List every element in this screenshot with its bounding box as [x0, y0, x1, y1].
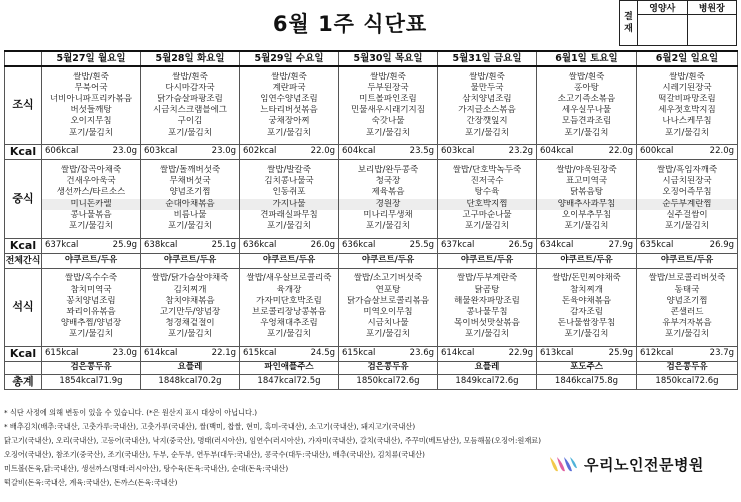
kcal-value: 614kcal	[441, 348, 475, 358]
breakfast_kcal-cell	[637, 144, 738, 159]
note-line: 닭고기(국내산), 오리(국내산), 고등어(국내산), 낙지(중국산), 명태(러시아산), 임연수(러시아산), 가자미(국내산), 갈치(국내산), 주꾸미(베트남산), 모듬해물(오징어:원재료)	[4, 436, 542, 445]
dinner-cell	[42, 268, 141, 346]
total_kcal-cell	[42, 374, 141, 389]
dish-item: 미트볼파인조림	[359, 94, 417, 105]
protein-value: 25.1g	[211, 240, 236, 250]
dish-item: 포기/물김치	[267, 220, 311, 231]
dish-item: 쌀밥/흑임자깨죽	[656, 164, 718, 175]
lunch-cell	[637, 159, 738, 238]
breakfast_kcal-cell	[339, 144, 438, 159]
dish-item: 가지나물	[240, 199, 338, 210]
dish-item: 꽈리이유볶음	[66, 307, 116, 317]
header	[0, 0, 741, 48]
total_kcal-cell	[240, 374, 339, 389]
dish-item: 쌀밥/단호박녹두죽	[452, 164, 522, 175]
dish-item: 콩나물무침	[466, 307, 508, 317]
dish-item: 쌀밥/흰죽	[172, 71, 208, 82]
dish-item: 콩나물볶음	[70, 209, 112, 220]
dish-item: 소고기즉소볶음	[557, 94, 616, 105]
breakfast-row	[5, 66, 738, 144]
breakfast-cell	[438, 66, 537, 144]
total_kcal-row	[5, 374, 738, 389]
dish-item: 쌀밥/소고기버섯죽	[353, 273, 423, 284]
dish-item: 양배추찜/양념장	[60, 318, 122, 329]
day-header: 6월1일 토요일	[537, 51, 637, 66]
dinner_snack-cell: 파인애플주스	[240, 361, 339, 374]
dinner-label: 석식	[5, 268, 42, 346]
dish-item: 실주걸쌈이	[666, 209, 708, 220]
day-header: 5월31일 금요일	[438, 51, 537, 66]
dish-item: 닭가슴살파팡조림	[157, 94, 223, 105]
dinner_kcal-cell	[141, 346, 240, 361]
logo-mark-icon	[548, 453, 578, 475]
pre_snack-cell: 야쿠르트/두유	[339, 253, 438, 268]
total_kcal-cell	[537, 374, 637, 389]
dinner_kcal-cell	[637, 346, 738, 361]
protein-value: 23.5g	[409, 146, 434, 156]
dish-item: 무채버섯국	[169, 176, 211, 187]
dish-item: 쌀밥/야욱된장죽	[556, 164, 617, 175]
breakfast-cell	[42, 66, 141, 144]
note-line: 떡갈비(돈육:국내산, 계육:국내산), 돈까스(돈육:국내산)	[4, 478, 178, 487]
dish-item: 탕수육	[474, 187, 500, 198]
protein-value: 22.9g	[508, 348, 533, 358]
breakfast_kcal-cell	[141, 144, 240, 159]
dish-item: 궁채장아찌	[268, 116, 310, 127]
dinner-cell	[438, 268, 537, 346]
dish-item: 임연수양념조림	[260, 94, 318, 105]
protein-value: 22.0g	[608, 146, 633, 156]
lunch_kcal-cell	[438, 238, 537, 253]
dish-item: 떡갈비파망조림	[658, 94, 716, 105]
kcal-value: 604kcal	[540, 146, 574, 156]
dish-item: 청국장	[375, 176, 401, 187]
kcal-value: 1846kcal	[554, 376, 594, 386]
dish-item: 오이부추무침	[561, 209, 612, 220]
protein-value: 23.2g	[508, 146, 533, 156]
dish-item: 포기/물김치	[69, 329, 113, 340]
dish-item: 닭볶음탕	[570, 187, 603, 198]
day-header: 5월28일 화요일	[141, 51, 240, 66]
meal-plan-table	[4, 50, 738, 390]
lunch-cell	[141, 159, 240, 238]
dinner_snack-row	[5, 361, 738, 374]
dish-item: 간장깻잎지	[466, 116, 508, 127]
dish-item: 포기/물김치	[168, 329, 212, 340]
note-line: 오징어(국내산), 참조기(중국산), 조기(국내산), 두부, 순두부, 연두부(대두:국내산), 콩국수(대두:국내산), 배추(국내산), 김치류(국내산)	[4, 450, 425, 459]
dish-item: 버섯들깨탕	[70, 105, 112, 116]
dinner-row	[5, 268, 738, 346]
dish-item: 쌀밥/두부계란죽	[456, 273, 518, 284]
dish-item: 쌀밥/잡곡아채죽	[60, 164, 122, 175]
dish-item: 유부겨자볶음	[662, 318, 712, 329]
dish-item: 쌀밥/돈민찌야채죽	[552, 273, 621, 284]
dinner_snack-cell: 검은콩두유	[339, 361, 438, 374]
lunch_kcal-cell	[537, 238, 637, 253]
lunch-cell	[42, 159, 141, 238]
kcal-label: Kcal	[5, 238, 42, 253]
kcal-value: 634kcal	[540, 240, 574, 250]
dinner_kcal-cell	[537, 346, 637, 361]
kcal-value: 615kcal	[45, 348, 79, 358]
dish-item: 김치찌개	[173, 284, 207, 295]
notes	[4, 406, 737, 490]
dish-item: 표고미역국	[565, 176, 608, 187]
dinner_snack-cell: 요플레	[438, 361, 537, 374]
dish-item: 포기/물김치	[564, 127, 609, 138]
breakfast-cell	[240, 66, 339, 144]
dish-item: 청경채겉절이	[165, 318, 215, 329]
pre_snack-cell: 야쿠르트/두유	[141, 253, 240, 268]
lunch_kcal-cell	[240, 238, 339, 253]
dish-item: 쌀밥/옥수수죽	[64, 273, 118, 284]
dish-item: 돈육야채볶음	[561, 295, 612, 306]
dish-item: 순두부계란찜	[637, 199, 737, 210]
dish-item: 단호박지찜	[438, 199, 536, 210]
approval-sign-dietitian	[638, 15, 688, 46]
dish-item: 포기/물김치	[665, 127, 709, 138]
dish-item: 물만두국	[470, 82, 504, 93]
dinner_kcal-cell	[438, 346, 537, 361]
pre_snack-cell: 야쿠르트/두유	[438, 253, 537, 268]
dish-item: 해물완자파망조림	[454, 295, 520, 306]
dinner_snack-cell: 요플레	[141, 361, 240, 374]
protein-value: 72.6g	[395, 376, 420, 386]
protein-value: 26.9g	[709, 240, 734, 250]
approval-col-director: 병원장	[687, 1, 737, 15]
dish-item: 연포탕	[375, 284, 401, 295]
dinner_kcal-row	[5, 346, 738, 361]
protein-value: 71.9g	[98, 376, 123, 386]
kcal-value: 615kcal	[243, 348, 277, 358]
dish-item: 양념조기찜	[169, 187, 211, 198]
dinner-cell	[637, 268, 738, 346]
pre_snack-row	[5, 253, 738, 268]
dinner-cell	[240, 268, 339, 346]
dish-item: 닭가슴살브로콜리볶음	[346, 295, 430, 306]
breakfast-label: 조식	[5, 66, 42, 144]
protein-value: 72.6g	[494, 376, 519, 386]
dish-item: 보리밥/완두콩죽	[357, 164, 419, 175]
dish-item: 세우젓호박지짐	[658, 105, 716, 116]
total_kcal-cell	[637, 374, 738, 389]
dish-item: 건새우아욱국	[66, 176, 116, 187]
lunch_kcal-cell	[339, 238, 438, 253]
dish-item: 순대아채볶음	[141, 199, 239, 210]
dish-item: 세우실무나물	[561, 105, 612, 116]
protein-value: 24.5g	[310, 348, 335, 358]
kcal-label: Kcal	[5, 144, 42, 159]
dish-item: 콘샐러드	[670, 307, 704, 317]
dish-item: 인동쥐포	[272, 187, 306, 198]
dish-item: 진저국수	[470, 176, 504, 187]
dish-item: 오이지무침	[70, 116, 112, 127]
lunch_kcal-cell	[637, 238, 738, 253]
dish-item: 홍아탕	[574, 82, 599, 93]
dish-item: 미역오이무침	[363, 307, 413, 317]
breakfast_kcal-row	[5, 144, 738, 159]
kcal-value: 1854kcal	[59, 376, 99, 386]
kcal-value: 635kcal	[640, 240, 674, 250]
protein-value: 23.0g	[211, 146, 236, 156]
dish-item: 포기/물김치	[168, 127, 212, 138]
dish-item: 포기/물김치	[267, 329, 311, 340]
dish-item: 견파래실파무침	[260, 209, 318, 220]
kcal-label: Kcal	[5, 346, 42, 361]
dish-item: 민물새우시래기지짐	[351, 105, 425, 116]
dish-item: 오징어즉무침	[662, 187, 712, 198]
dish-item: 꽁치양념조림	[66, 295, 116, 306]
dish-item: 시금치스크램블에그	[153, 105, 227, 116]
lunch_kcal-row	[5, 238, 738, 253]
dinner-cell	[141, 268, 240, 346]
pre_snack-cell: 야쿠르트/두유	[637, 253, 738, 268]
kcal-value: 606kcal	[45, 146, 79, 156]
total-label: 총계	[5, 374, 42, 389]
kcal-value: 1850kcal	[655, 376, 695, 386]
dish-item: 포기/물김치	[465, 329, 509, 340]
day-header: 5월27일 월요일	[42, 51, 141, 66]
pre_snack-cell: 야쿠르트/두유	[42, 253, 141, 268]
protein-value: 22.0g	[310, 146, 335, 156]
dish-item: 고기만두/양념장	[159, 307, 221, 317]
page-title: 6월 1주 식단표	[272, 12, 428, 36]
dish-item: 고구마순나물	[462, 209, 512, 220]
dish-item: 포기/물김치	[366, 329, 410, 340]
note-line: 미트볼(돈육,닭:국내산), 생선까스(명태:러시아산), 탕수육(돈육:국내산), 순대(돈육:국내산)	[4, 464, 289, 473]
dish-item: 구이김	[177, 116, 203, 127]
pre_snack-label: 전체간식	[5, 253, 42, 268]
dinner_snack-cell: 포도주스	[537, 361, 637, 374]
dish-item: 포기/물김치	[366, 127, 410, 138]
dish-item: 두부된장국	[367, 82, 409, 93]
dinner-cell	[537, 268, 637, 346]
note-line: * 식단 사정에 의해 변동이 있을 수 있습니다. (*은 원산지 표시 대상이 아닙니다.)	[4, 408, 258, 417]
hospital-name: 우리노인전문병원	[584, 455, 704, 474]
breakfast_kcal-cell	[537, 144, 637, 159]
kcal-value: 602kcal	[243, 146, 277, 156]
kcal-value: 615kcal	[342, 348, 376, 358]
protein-value: 22.1g	[211, 348, 236, 358]
dish-item: 닭곰탕	[474, 284, 500, 295]
kcal-value: 636kcal	[243, 240, 277, 250]
dish-item: 포기/물김치	[665, 329, 709, 340]
dish-item: 삼치양념조림	[462, 94, 512, 105]
total_kcal-cell	[141, 374, 240, 389]
kcal-value: 600kcal	[640, 146, 674, 156]
dish-item: 나나스케무침	[662, 116, 712, 127]
approval-label: 결재	[620, 1, 638, 46]
lunch-cell	[438, 159, 537, 238]
kcal-value: 604kcal	[342, 146, 376, 156]
protein-value: 23.7g	[709, 348, 734, 358]
dinner_snack-label	[5, 361, 42, 374]
breakfast-cell	[537, 66, 637, 144]
kcal-value: 1850kcal	[356, 376, 396, 386]
note-line: * 배추김치(배추:국내산, 고춧가루:국내산), 고춧가루(국내산), 쌀(백미, 찹쌀, 현미, 흑미-국내산), 소고기(국내산), 돼지고기(국내산)	[4, 422, 416, 431]
protein-value: 23.0g	[112, 146, 137, 156]
breakfast-cell	[637, 66, 738, 144]
protein-value: 26.0g	[310, 240, 335, 250]
dish-item: 가지글소스볶음	[458, 105, 516, 116]
kcal-value: 1848kcal	[158, 376, 198, 386]
protein-value: 25.5g	[409, 240, 434, 250]
dish-item: 쌀밥/흰죽	[370, 71, 406, 82]
kcal-value: 638kcal	[144, 240, 178, 250]
dish-item: 참치미역국	[70, 284, 112, 295]
dish-item: 가자미단호박조림	[256, 295, 322, 306]
dinner_snack-cell: 검은콩두유	[42, 361, 141, 374]
dish-item: 쌀밥/돌깨버섯죽	[159, 164, 221, 175]
lunch-cell	[537, 159, 637, 238]
kcal-value: 603kcal	[144, 146, 178, 156]
total_kcal-cell	[438, 374, 537, 389]
protein-value: 72.5g	[296, 376, 321, 386]
lunch_kcal-cell	[42, 238, 141, 253]
dish-item: 경원장	[339, 199, 437, 210]
breakfast_kcal-cell	[438, 144, 537, 159]
dish-item: 포기/물김치	[168, 220, 212, 231]
dish-item: 우엉채대추조림	[260, 318, 318, 329]
protein-value: 27.9g	[608, 240, 633, 250]
approval-col-dietitian: 영양사	[638, 1, 688, 15]
kcal-value: 637kcal	[441, 240, 475, 250]
breakfast_kcal-cell	[240, 144, 339, 159]
protein-value: 75.8g	[593, 376, 619, 386]
breakfast-cell	[141, 66, 240, 144]
dish-item: 감자조림	[570, 307, 603, 317]
dish-item: 포기/물김치	[465, 127, 509, 138]
breakfast-cell	[339, 66, 438, 144]
dish-item: 양배추사과무침	[537, 199, 636, 210]
dish-item: 쌀밥/브로콜리버섯죽	[648, 273, 726, 284]
dish-item: 시금치된장국	[662, 176, 712, 187]
kcal-value: 603kcal	[441, 146, 475, 156]
dish-item: 돈나물쌈장무침	[557, 318, 616, 329]
dinner_kcal-cell	[42, 346, 141, 361]
approval-sign-director	[687, 15, 737, 46]
dish-item: 브로콜리장낭콩볶음	[252, 307, 326, 317]
kcal-value: 1849kcal	[455, 376, 495, 386]
kcal-value: 613kcal	[540, 348, 574, 358]
dish-item: 미나리무생채	[363, 209, 413, 220]
day-header: 5월30일 목요일	[339, 51, 438, 66]
dish-item: 쌀밥/닭가슴살야채죽	[151, 273, 229, 284]
protein-value: 23.0g	[112, 348, 137, 358]
dish-item: 양념조기찜	[666, 295, 708, 306]
pre_snack-cell: 야쿠르트/두유	[240, 253, 339, 268]
dish-item: 쌀밥/발칼죽	[267, 164, 311, 175]
lunch_kcal-cell	[141, 238, 240, 253]
dish-item: 무북어국	[74, 82, 108, 93]
dinner_snack-cell: 검은콩두유	[637, 361, 738, 374]
dish-item: 쌀밥/흰죽	[669, 71, 705, 82]
kcal-value: 636kcal	[342, 240, 376, 250]
dish-item: 너비아니파프리카볶음	[49, 94, 133, 105]
hospital-logo	[548, 451, 738, 477]
dish-item: 포기/물김치	[69, 127, 113, 138]
kcal-value: 1847kcal	[257, 376, 297, 386]
dish-item: 비름나물	[173, 209, 207, 220]
protein-value: 26.5g	[508, 240, 533, 250]
day-header: 5월29일 수요일	[240, 51, 339, 66]
dish-item: 쌀밥/흰죽	[73, 71, 109, 82]
dish-item: 쌀밥/흰죽	[568, 71, 605, 82]
approval-box	[619, 0, 737, 46]
dish-item: 숙갓나물	[371, 116, 405, 127]
dish-item: 미니돈카렐	[42, 199, 140, 210]
protein-value: 22.0g	[709, 146, 734, 156]
dish-item: 포기/물김치	[564, 329, 609, 340]
dish-item: 육개장	[276, 284, 302, 295]
dinner_kcal-cell	[339, 346, 438, 361]
lunch-cell	[240, 159, 339, 238]
dish-item: 동태국	[674, 284, 700, 295]
dish-item: 시금치나물	[367, 318, 409, 329]
dish-item: 포기/물김치	[665, 220, 709, 231]
dish-item: 포기/물김치	[69, 220, 113, 231]
dish-item: 포기/물김치	[465, 220, 509, 231]
lunch-row	[5, 159, 738, 238]
protein-value: 25.9g	[608, 348, 633, 358]
dish-item: 쌀밥/흰죽	[271, 71, 307, 82]
dish-item: 참치찌개	[570, 284, 603, 295]
dish-item: 포기/물김치	[366, 220, 410, 231]
dish-item: 다시마감자국	[165, 82, 215, 93]
breakfast_kcal-cell	[42, 144, 141, 159]
dish-item: 포기/물김치	[267, 127, 311, 138]
dish-item: 모듬견과조림	[561, 116, 612, 127]
dish-item: 시레기된장국	[662, 82, 712, 93]
protein-value: 72.6g	[694, 376, 719, 386]
dish-item: 포기/물김치	[564, 220, 609, 231]
dish-item: 쌀밥/새우살브로콜리죽	[246, 273, 332, 284]
protein-value: 23.6g	[409, 348, 434, 358]
kcal-value: 612kcal	[640, 348, 674, 358]
protein-value: 25.9g	[112, 240, 137, 250]
dish-item: 김치콩나물국	[264, 176, 314, 187]
dish-item: 목이버섯맛살볶음	[454, 318, 520, 329]
dish-item: 참치야채볶음	[165, 295, 215, 306]
day-header: 6월2일 일요일	[637, 51, 738, 66]
dish-item: 생선까스/타르소스	[56, 187, 126, 198]
protein-value: 70.2g	[197, 376, 222, 386]
kcal-value: 637kcal	[45, 240, 79, 250]
pre_snack-cell: 야쿠르트/두유	[537, 253, 637, 268]
dish-item: 계란파국	[272, 82, 306, 93]
total_kcal-cell	[339, 374, 438, 389]
dinner-cell	[339, 268, 438, 346]
dish-item: 쌀밥/흰죽	[469, 71, 505, 82]
lunch-cell	[339, 159, 438, 238]
dish-item: 제육볶음	[371, 187, 405, 198]
dish-item: 느타리버섯볶음	[260, 105, 318, 116]
day-header-row	[5, 51, 738, 66]
corner-cell	[5, 51, 42, 66]
kcal-value: 614kcal	[144, 348, 178, 358]
dinner_kcal-cell	[240, 346, 339, 361]
lunch-label: 중식	[5, 159, 42, 238]
